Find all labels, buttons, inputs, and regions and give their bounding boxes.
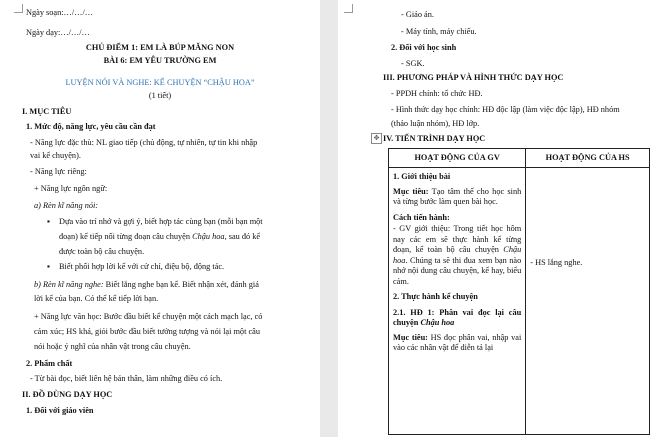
text-run: . Chúng ta sẽ thi đua xem bạn nào nhớ nội dung câu chuyện, kể hay, biểu cảm. <box>393 255 522 286</box>
paragraph-line: + Năng lực văn học: Bước đầu biết kể chuyện một cách mạch lạc, có <box>34 312 263 321</box>
table-cell-student[interactable] <box>526 168 650 435</box>
paragraph-line <box>59 232 260 242</box>
text-run-bold: 2.1. HĐ 1: Phân vai đọc lại câu chuyện <box>393 307 522 327</box>
text-run: Biết lắng nghe bạn kể. Biết nhận xét, đánh giá <box>103 280 259 289</box>
cell-paragraph <box>393 224 521 287</box>
section-materials: II. ĐỒ DÙNG DẠY HỌC <box>22 390 113 399</box>
text-run-bold: Mục tiêu: <box>393 186 429 196</box>
story-title-italic: Chậu hoa <box>420 318 455 327</box>
cell-heading: Cách tiến hành: <box>393 212 450 222</box>
text-run: Tạo tâm thế cho học sinh và từng bước làm quen bài học. <box>393 186 522 206</box>
topic-title: LUYỆN NÓI VÀ NGHE: KỂ CHUYỆN “CHẬU HOA” <box>65 78 255 87</box>
paragraph-line: cảm xúc; HS khá, giỏi bước đầu biết tưởng tượng và nói lại một câu <box>34 327 260 336</box>
story-title-italic: Chậu hoa <box>192 232 225 241</box>
subsection-qualities: 2. Phẩm chất <box>26 359 73 368</box>
subsection-competencies: 1. Mức độ, năng lực, yêu cầu cần đạt <box>26 122 156 131</box>
text-run: đoạn) kể tiếp nối từng đoạn câu chuyện <box>59 232 190 241</box>
subsection-teacher: 1. Đối với giáo viên <box>26 406 94 415</box>
table-move-handle-icon[interactable]: ✥ <box>371 133 382 144</box>
paragraph-line: - Hình thức dạy học chính: HĐ độc lập (làm việc độc lập), HĐ nhóm <box>391 105 620 114</box>
paragraph-line: nói hoặc ý nghĩ của nhân vật trong câu chuyện. <box>34 342 191 351</box>
story-title-italic: Chậu hoa <box>393 245 522 265</box>
paragraph-line: - Năng lực đặc thù: NL giao tiếp (chủ động, tự nhiên, tự tin khi nhập <box>30 138 258 147</box>
subsection-student: 2. Đối với học sinh <box>391 43 457 52</box>
paragraph-line <box>34 280 259 290</box>
bullet-square-icon: ▪ <box>47 217 50 226</box>
section-methods: III. PHƯƠNG PHÁP VÀ HÌNH THỨC DẠY HỌC <box>383 73 564 82</box>
text-run-bold: Mục tiêu: <box>393 332 428 342</box>
text-run-italic: b) Rèn kĩ năng nghe: <box>34 280 104 289</box>
table-cell-teacher[interactable] <box>389 168 526 435</box>
section-objectives: I. MỤC TIÊU <box>22 107 72 116</box>
margin-corner-mark <box>344 4 353 13</box>
cell-paragraph: - HS lắng nghe. <box>530 258 583 267</box>
paragraph-line: - SGK. <box>401 59 425 68</box>
cell-paragraph <box>393 333 521 354</box>
paragraph-line: - Giáo án. <box>401 10 434 19</box>
section-procedure: IV. TIẾN TRÌNH DẠY HỌC <box>383 134 486 143</box>
lesson-title: BÀI 6: EM YÊU TRƯỜNG EM <box>103 56 217 65</box>
paragraph-line: Dựa vào trí nhớ và gợi ý, biết hợp tác cùng bạn (mỗi bạn một <box>59 217 263 226</box>
table-header-student: HOẠT ĐỘNG CỦA HS <box>526 149 650 168</box>
periods: (1 tiết) <box>148 91 172 100</box>
theme-title: CHỦ ĐIỂM 1: EM LÀ BÚP MĂNG NON <box>85 43 235 52</box>
document-page-left <box>0 0 320 437</box>
paragraph-line: Biết phối hợp lời kể với cử chỉ, điệu bộ, động tác. <box>59 262 225 271</box>
date-prepared: Ngày soạn:…/…/… <box>26 8 94 17</box>
paragraph-line: - Máy tính, máy chiếu. <box>401 27 477 36</box>
paragraph-line: (thảo luận nhóm), HĐ lớp. <box>391 119 480 128</box>
paragraph-line: a) Rèn kĩ năng nói: <box>34 201 99 210</box>
lesson-activity-table <box>388 148 650 435</box>
cell-heading: 2. Thực hành kể chuyện <box>393 292 478 301</box>
text-run: HS đọc phân vai, nhập vai vào các nhân vật để diễn tả lại <box>393 332 522 352</box>
paragraph-line: vai kể chuyện). <box>30 151 81 160</box>
paragraph-line: + Năng lực ngôn ngữ: <box>34 184 108 193</box>
bullet-square-icon: ▪ <box>47 262 50 271</box>
text-run: - GV giới thiệu: Trong tiết học hôm nay các em sẽ thực hành kể từng đoạn, kể toàn bộ câu chuyện <box>393 224 522 254</box>
text-run: , sau đó kể <box>224 232 261 241</box>
paragraph-line: lời kể của bạn. Có thể kể tiếp lời bạn. <box>34 294 159 303</box>
margin-corner-mark <box>14 4 23 13</box>
paragraph-line: - Năng lực riêng: <box>30 167 87 176</box>
date-taught: Ngày dạy:…/…/… <box>26 28 90 37</box>
paragraph-line: được toàn bộ câu chuyện. <box>59 247 145 256</box>
cell-heading: 1. Giới thiệu bài <box>393 172 451 181</box>
table-header-teacher: HOẠT ĐỘNG CỦA GV <box>389 149 526 168</box>
cell-heading <box>393 308 521 329</box>
cell-paragraph <box>393 187 521 208</box>
paragraph-line: - PPDH chính: tổ chức HĐ. <box>391 89 483 98</box>
paragraph-line: - Từ bài đọc, biết liên hệ bản thân, làm những điều có ích. <box>30 374 223 383</box>
